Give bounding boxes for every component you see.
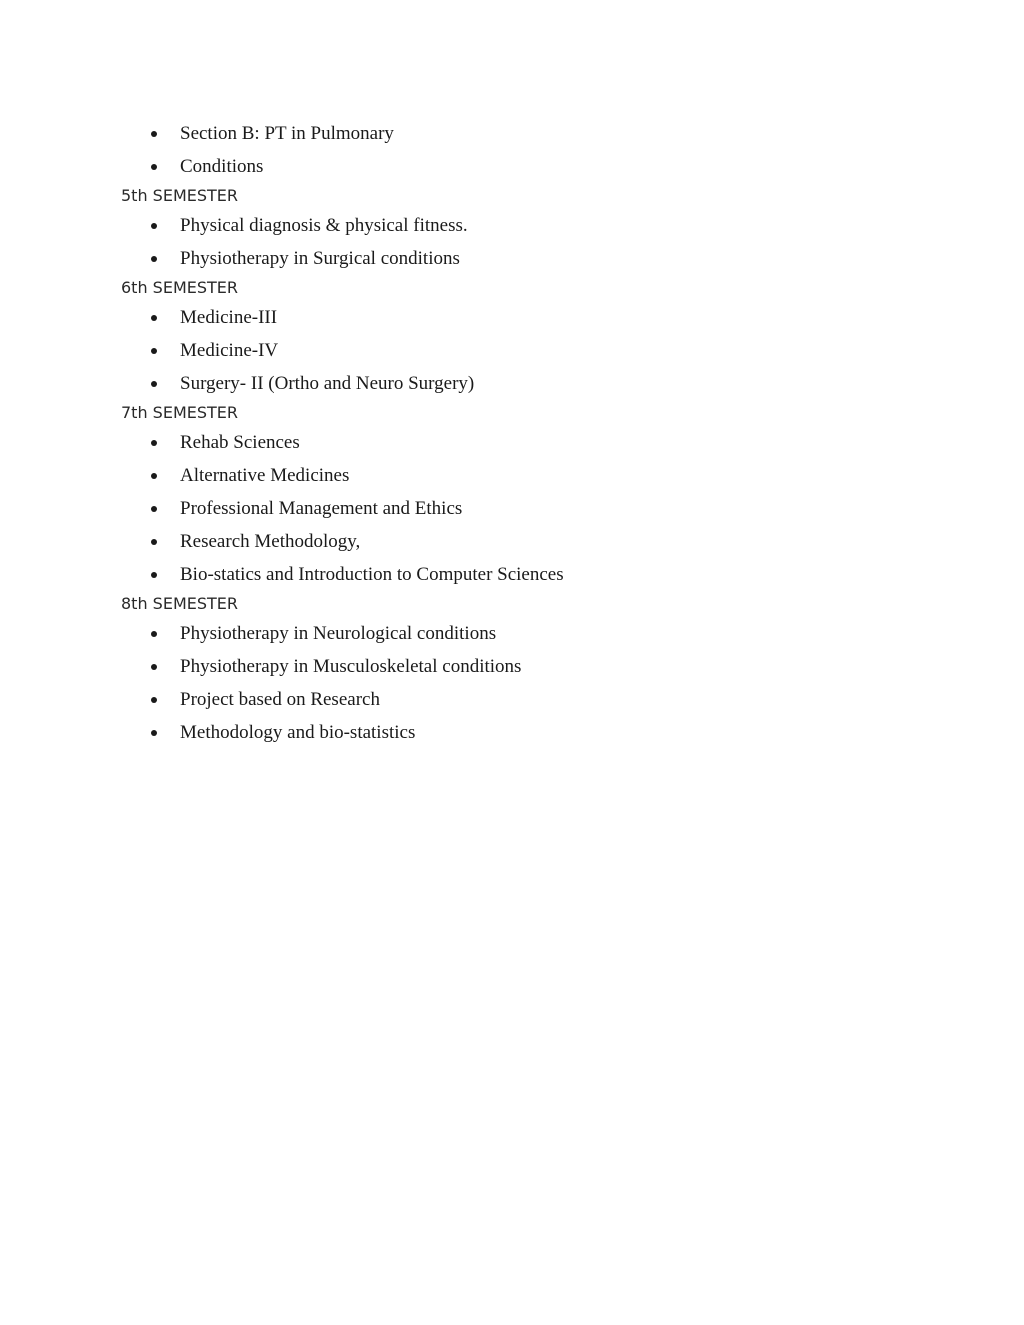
list-item-text: Alternative Medicines [180,465,350,486]
list-item-text: Methodology and bio-statistics [180,722,416,743]
list-item [121,334,941,367]
list-item [121,242,941,275]
list-item-text: Rehab Sciences [180,432,300,453]
list-item-text: Medicine-III [180,307,278,328]
bullet-icon [151,381,157,387]
bullet-icon [151,730,157,736]
bullet-icon [151,348,157,354]
list-item [121,426,941,459]
list-item-text: Physiotherapy in Neurological conditions [180,623,497,644]
list-item [121,683,941,716]
semester-heading: 5th SEMESTER [121,186,239,205]
list-item [121,716,941,749]
bullet-icon [151,539,157,545]
list-item [121,650,941,683]
list-item [121,117,941,150]
syllabus-content [121,117,941,749]
list-item-text: Section B: PT in Pulmonary [180,123,394,144]
bullet-icon [151,697,157,703]
bullet-icon [151,473,157,479]
bullet-icon [151,506,157,512]
list-item-text: Project based on Research [180,689,380,710]
list-item-text: Physiotherapy in Surgical conditions [180,248,460,269]
list-item-text: Bio-statics and Introduction to Computer Sciences [180,564,564,585]
list-item-text: Physiotherapy in Musculoskeletal conditions [180,656,522,677]
list-item-text: Conditions [180,156,264,177]
list-item [121,367,941,400]
list-item [121,150,941,183]
list-item-text: Medicine-IV [180,340,279,361]
bullet-icon [151,572,157,578]
bullet-icon [151,664,157,670]
list-item-text: Professional Management and Ethics [180,498,463,519]
semester-heading: 8th SEMESTER [121,594,239,613]
list-item-text: Physical diagnosis & physical fitness. [180,215,468,236]
semester-heading: 7th SEMESTER [121,403,239,422]
semester-heading: 6th SEMESTER [121,278,239,297]
list-item [121,301,941,334]
bullet-icon [151,315,157,321]
bullet-icon [151,256,157,262]
bullet-icon [151,131,157,137]
list-item [121,558,941,591]
list-item [121,617,941,650]
list-item [121,209,941,242]
bullet-icon [151,164,157,170]
bullet-icon [151,631,157,637]
list-item-text: Surgery- II (Ortho and Neuro Surgery) [180,373,475,394]
bullet-icon [151,440,157,446]
list-item [121,492,941,525]
bullet-icon [151,223,157,229]
list-item [121,459,941,492]
list-item [121,525,941,558]
list-item-text: Research Methodology, [180,531,361,552]
